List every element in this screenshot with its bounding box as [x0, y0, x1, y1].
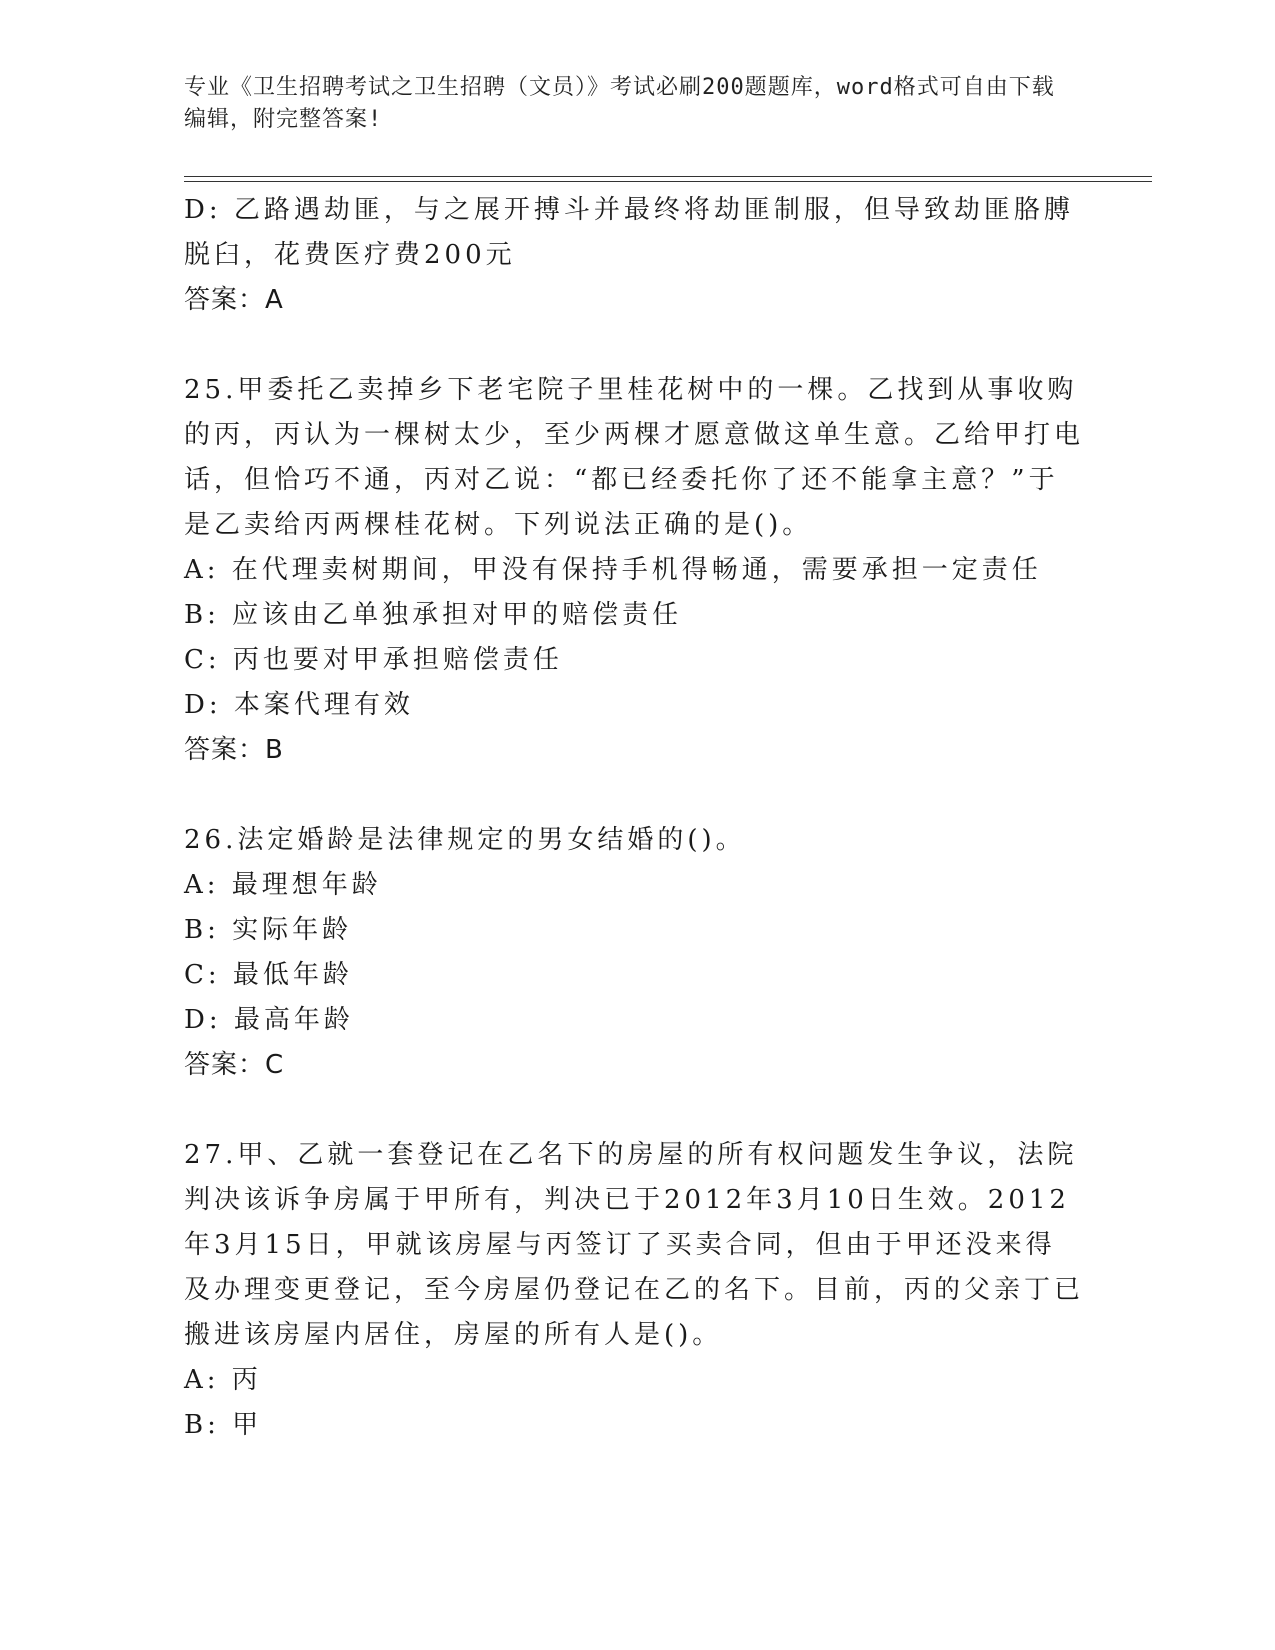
question-27: [184, 1133, 1084, 1448]
option-c: C: 最低年龄: [184, 960, 353, 990]
question-stem: 25.甲委托乙卖掉乡下老宅院子里桂花树中的一棵。乙找到从事收购的丙，丙认为一棵树太少，至少两棵才愿意做这单生意。乙给甲打电话，但恰巧不通，丙对乙说：“都已经委托你了还不能拿主意？”于是乙卖给丙两棵桂花树。下列说法正确的是()。: [184, 375, 1085, 540]
question-stem: 27.甲、乙就一套登记在乙名下的房屋的所有权问题发生争议，法院判决该诉争房属于甲所有，判决已于2012年3月10日生效。2012年3月15日，甲就该房屋与丙签订了买卖合同，但由于甲还没来得及办理变更登记，至今房屋仍登记在乙的名下。目前，丙的父亲丁已搬进该房屋内居住，房屋的所有人是()。: [184, 1140, 1085, 1350]
option-b: B: 甲: [184, 1410, 263, 1440]
option-c: C: 丙也要对甲承担赔偿责任: [184, 645, 563, 675]
header-divider: [184, 176, 1152, 177]
option-a: A: 最理想年龄: [184, 870, 382, 900]
answer-line: 答案：A: [184, 285, 284, 315]
question-24-continued: [184, 188, 1084, 323]
spacer: [184, 1088, 1084, 1133]
option-d: D: 本案代理有效: [184, 690, 414, 720]
option-d: D: 乙路遇劫匪，与之展开搏斗并最终将劫匪制服，但导致劫匪胳膊脱臼，花费医疗费200元: [184, 195, 1074, 270]
document-body: [184, 188, 1084, 1448]
header-divider-second: [184, 181, 1152, 182]
question-25: [184, 368, 1084, 773]
spacer: [184, 323, 1084, 368]
option-b: B: 应该由乙单独承担对甲的赔偿责任: [184, 600, 683, 630]
spacer: [184, 773, 1084, 818]
option-d: D: 最高年龄: [184, 1005, 354, 1035]
option-a: A: 在代理卖树期间，甲没有保持手机得畅通，需要承担一定责任: [184, 555, 1042, 585]
answer-line: 答案：B: [184, 735, 284, 765]
answer-line: 答案：C: [184, 1050, 285, 1080]
question-stem: 26.法定婚龄是法律规定的男女结婚的()。: [184, 825, 746, 855]
question-26: [184, 818, 1084, 1088]
option-b: B: 实际年龄: [184, 915, 353, 945]
document-header: 专业《卫生招聘考试之卫生招聘（文员）》考试必刷200题题库，word格式可自由下载编辑，附完整答案!: [184, 75, 1055, 132]
option-a: A: 丙: [184, 1365, 262, 1395]
